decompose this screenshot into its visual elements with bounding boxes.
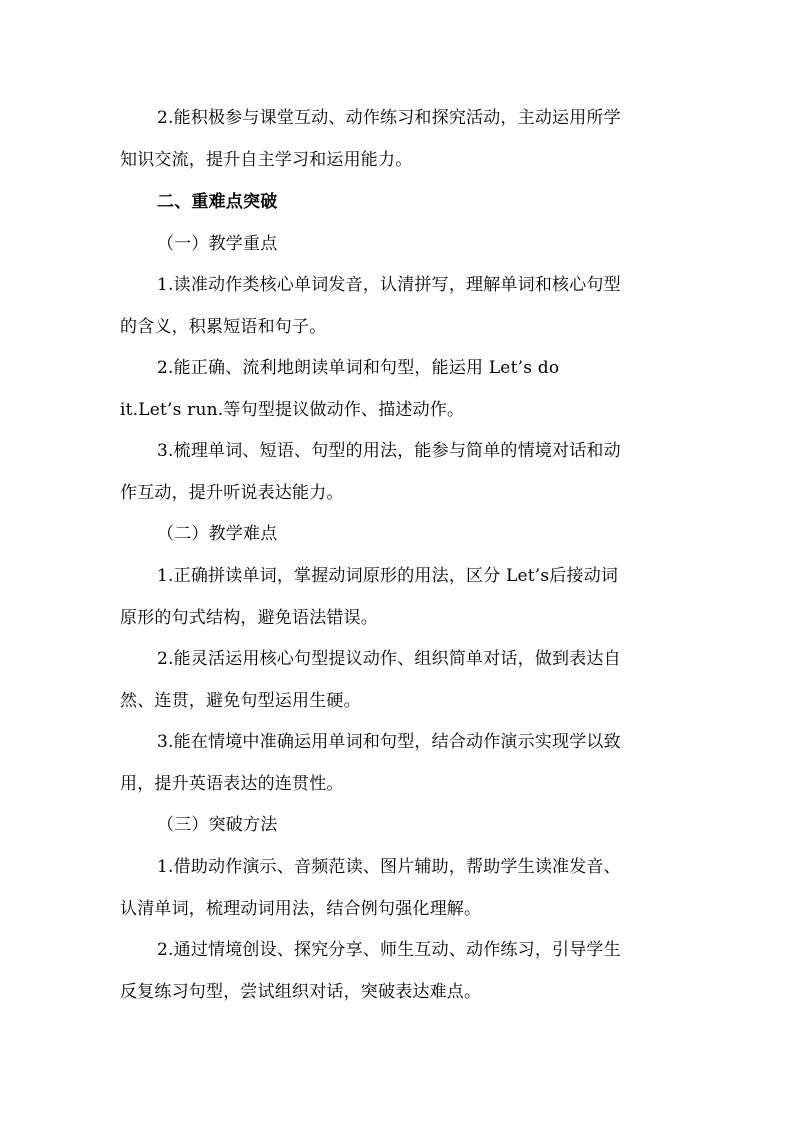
- paragraph-line: 2.通过情境创设、探究分享、师生互动、动作练习，引导学生: [157, 940, 621, 960]
- paragraph-line: 1.正确拼读单词，掌握动词原形的用法，区分 Let’s后接动词: [157, 566, 619, 586]
- paragraph-line: it.Let’s run.等句型提议做动作、描述动作。: [120, 400, 465, 420]
- subsection-heading: （一）教学重点: [157, 234, 278, 254]
- paragraph-line: 用，提升英语表达的连贯性。: [120, 774, 344, 794]
- paragraph-line: 原形的句式结构，避免语法错误。: [120, 608, 378, 628]
- paragraph-line: 3.梳理单词、短语、句型的用法，能参与简单的情境对话和动: [157, 441, 621, 461]
- paragraph-line: 认清单词，梳理动词用法，结合例句强化理解。: [120, 899, 482, 919]
- paragraph-line: 3.能在情境中准确运用单词和句型，结合动作演示实现学以致: [157, 732, 621, 752]
- subsection-heading: （二）教学难点: [157, 524, 278, 544]
- paragraph-line: 2.能正确、流利地朗读单词和句型，能运用 Let’s do: [157, 358, 560, 378]
- paragraph-line: 然、连贯，避免句型运用生硬。: [120, 691, 361, 711]
- section-heading: 二、重难点突破: [157, 192, 278, 212]
- paragraph-line: 的含义，积累短语和句子。: [120, 317, 327, 337]
- paragraph-line: 2.能灵活运用核心句型提议动作、组织简单对话，做到表达自: [157, 649, 621, 669]
- paragraph-line: 1.读准动作类核心单词发音，认清拼写，理解单词和核心句型: [157, 275, 621, 295]
- paragraph-line: 反复练习句型，尝试组织对话，突破表达难点。: [120, 982, 482, 1002]
- subsection-heading: （三）突破方法: [157, 815, 278, 835]
- paragraph-line: 作互动，提升听说表达能力。: [120, 483, 344, 503]
- paragraph-line: 2.能积极参与课堂互动、动作练习和探究活动，主动运用所学: [157, 108, 621, 128]
- paragraph-line: 知识交流，提升自主学习和运用能力。: [120, 150, 413, 170]
- paragraph-line: 1.借助动作演示、音频范读、图片辅助，帮助学生读准发音、: [157, 857, 621, 877]
